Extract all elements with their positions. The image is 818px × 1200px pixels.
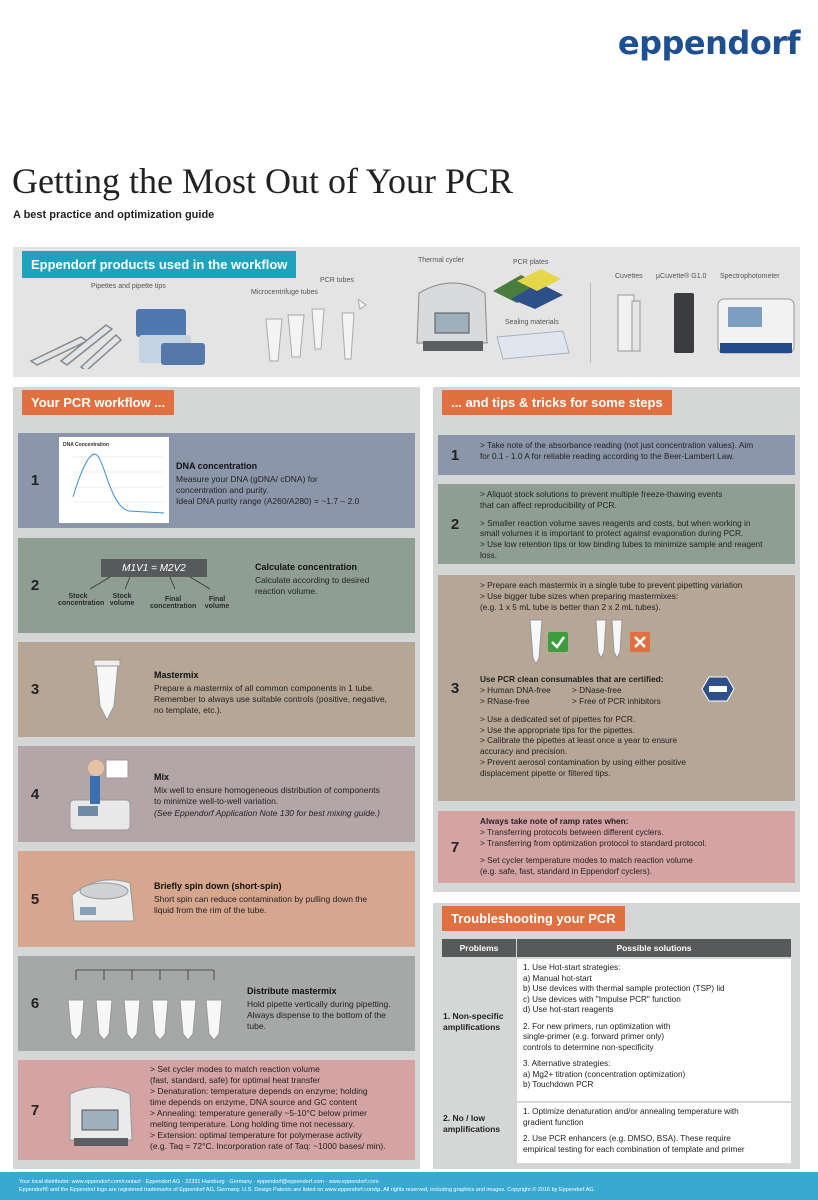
solution-item: 1. Optimize denaturation and/or annealing temperature with gradient function (523, 1107, 739, 1127)
tip-text: > Prepare each mastermix in a single tube to prevent pipetting variation > Use bigger tube sizes when preparing mastermixes: (e.g. 1 x 5 mL tube is better than 2 x 2 mL tubes). (480, 580, 743, 612)
solution-item: 2. For new primers, run optimization with single-primer (e.g. forward primer only) controls to determine non-specificity (523, 1021, 671, 1052)
step-title: Mix (154, 772, 170, 782)
thermal-cycler-step-image (66, 1080, 136, 1150)
solution-item: 1. Use Hot-start strategies: a) Manual hot-start b) Use devices with thermal sample protection (TSP) lid c) Use devices with "Impulse PCR" function d) Use hot-start reagents (523, 963, 725, 1014)
step-title: DNA concentration (176, 461, 258, 471)
pcr-plates-image (491, 267, 565, 311)
workflow-step-1 (18, 433, 415, 528)
footer (0, 1172, 818, 1200)
step-card (52, 538, 415, 633)
step-text: Measure your DNA (gDNA/ cDNA) for concentration and purity. Ideal DNA purity range (A260/A280) = ~1.7 – 2.0 (176, 474, 360, 506)
tip-text: > Smaller reaction volume saves reagents and costs, but when working in small volumes it is important to protect against evaporation during PCR. > Use low retention tips or low binding tubes to minimize sample and reagent loss. (480, 517, 763, 560)
tip-title: Always take note of ramp rates when: (480, 816, 629, 826)
cycler-line-1: > Set cycler modes to match reaction volume (fast, standard, safe) for optimal heat transfer (150, 1064, 321, 1085)
cycler-line-denaturation: > Denaturation: temperature depends on enzyme; holding time depends on enzyme, DNA source and GC content (150, 1086, 368, 1107)
solutions-no-low (517, 1103, 791, 1163)
tip-text: > Take note of the absorbance reading (not just concentration values). Aim for 0.1 - 1.0 A for reliable reading according to the Beer-Lambert Law. (480, 440, 754, 461)
formula-box: M1V1 = M2V2 (101, 559, 207, 577)
tip-card (472, 811, 795, 883)
sealing-label: Sealing materials (505, 319, 559, 326)
dna-concentration-chart (59, 437, 169, 523)
certified-badge-icon (701, 675, 735, 703)
workflow-step-3 (18, 642, 415, 737)
step-number: 3 (438, 575, 472, 801)
workflow-header: Your PCR workflow ... (22, 390, 174, 415)
clean-consumables-title: Use PCR clean consumables that are certified: (480, 674, 664, 685)
tube-comparison (480, 612, 787, 674)
problems-column-header: Problems (442, 939, 516, 957)
clean-item: > Human DNA-free (480, 685, 551, 696)
step-text: Hold pipette vertically during pipetting. Always dispense to the bottom of the tube. (247, 999, 391, 1031)
clean-item: > Free of PCR inhibitors (572, 695, 661, 706)
tip-step-3 (438, 575, 795, 801)
divider (590, 283, 591, 363)
tips-column (433, 387, 800, 892)
pipettes-image (21, 295, 211, 369)
tube-comparison-image (520, 618, 670, 668)
pcr-tubes-label: PCR tubes (320, 277, 354, 284)
step-note: (See Eppendorf Application Note 130 for best mixing guide.) (154, 808, 381, 818)
step-card (52, 1060, 415, 1160)
step-number: 2 (18, 538, 52, 633)
solution-item: 2. Use PCR enhancers (e.g. DMSO, BSA). These require empirical testing for each combination of template and primer (523, 1134, 745, 1154)
step-number: 7 (438, 811, 472, 883)
step-title: Briefly spin down (short-spin) (154, 881, 282, 891)
stock-concentration-label: Stock concentration (58, 593, 105, 607)
products-banner (13, 247, 800, 377)
workflow-step-6 (18, 956, 415, 1051)
tips-header: ... and tips & tricks for some steps (442, 390, 672, 415)
pcr-plates-label: PCR plates (513, 259, 549, 266)
clean-item: > RNase-free (480, 695, 530, 706)
step-number: 1 (18, 433, 52, 528)
step-card (52, 956, 415, 1051)
solutions-column-header: Possible solutions (517, 939, 791, 957)
stock-volume-label: Stock volume (109, 593, 135, 607)
page-title: Getting the Most Out of Your PCR (12, 161, 514, 201)
mixer-image (66, 756, 136, 836)
tubes-image (258, 299, 378, 369)
solution-item: 3. Alternative strategies: a) Mg2+ titration (concentration optimization) b) Touchdown PCR (523, 1059, 686, 1089)
cycler-line-annealing: > Annealing: temperature generally ~5-10°C below primer melting temperature. Long holding time not necessary. (150, 1108, 367, 1129)
clean-items-row (480, 696, 787, 707)
workflow-column (13, 387, 420, 1169)
problem-no-low: 2. No / low amplifications (443, 1113, 501, 1134)
step-number: 7 (18, 1060, 52, 1160)
tip-step-2 (438, 484, 795, 564)
cuvettes-image (608, 287, 798, 359)
tip-text: > Aliquot stock solutions to prevent multiple freeze-thawing events that can affect reproducibility of PCR. (480, 489, 723, 510)
micro-tubes-label: Microcentrifuge tubes (251, 289, 318, 296)
step-text: Mix well to ensure homogeneous distribution of components to minimize well-to-well variation. (154, 785, 380, 806)
step-card (52, 851, 415, 947)
troubleshooting-header: Troubleshooting your PCR (442, 906, 625, 931)
pipettes-label: Pipettes and pipette tips (91, 283, 166, 290)
formula-arrows (70, 577, 240, 591)
problem-non-specific: 1. Non-specific amplifications (443, 1011, 504, 1032)
centrifuge-image (68, 869, 138, 929)
step-number: 5 (18, 851, 52, 947)
ucuvette-label: µCuvette® G1.0 (656, 273, 707, 280)
eppendorf-logo: eppendorf (617, 24, 800, 62)
cycler-line-extension: > Extension: optimal temperature for polymerase activity (e.g. Taq = 72°C. Incorporation rate of Taq: ~1000 bases/ min). (150, 1130, 386, 1151)
tip-step-1 (438, 435, 795, 475)
workflow-step-4 (18, 746, 415, 842)
step-title: Distribute mastermix (247, 986, 337, 996)
page-subtitle: A best practice and optimization guide (13, 209, 215, 221)
step-text: Calculate according to desired reaction volume. (255, 575, 370, 596)
step-card (52, 433, 415, 528)
final-volume-label: Final volume (204, 596, 230, 610)
spectrophotometer-label: Spectrophotometer (720, 273, 780, 280)
step-text: Short spin can reduce contamination by pulling down the liquid from the rim of the tube. (154, 894, 368, 915)
step-number: 4 (18, 746, 52, 842)
chart-title: DNA Concentration (63, 442, 109, 448)
distribute-tubes-image (62, 964, 232, 1044)
thermal-cycler-label: Thermal cycler (418, 257, 464, 264)
step-number: 1 (438, 435, 472, 475)
mastermix-tube-icon (92, 658, 122, 724)
clean-items-row (480, 685, 787, 696)
workflow-step-5 (18, 851, 415, 947)
step-number: 3 (18, 642, 52, 737)
tip-card (472, 484, 795, 564)
step-number: 6 (18, 956, 52, 1051)
step-text: Prepare a mastermix of all common components in 1 tube. Remember to always use suitable controls (positive, negative, no template, etc.). (154, 683, 387, 715)
tip-card (472, 435, 795, 475)
tip-text: > Set cycler temperature modes to match reaction volume (e.g. safe, fast, standard in Eppendorf cyclers). (480, 855, 693, 877)
step-card (52, 746, 415, 842)
troubleshooting-panel (433, 903, 800, 1169)
products-header: Eppendorf products used in the workflow (22, 251, 296, 278)
footer-legal: Eppendorf® and the Eppendorf logo are registered trademarks of Eppendorf AG, Germany. U.S. Design Patents are listed on www.eppendorf.com/ip. All rights reserved, including graphics and images. Copyright © 2016 by Eppendorf AG. (19, 1187, 596, 1193)
thermal-cycler-image (413, 273, 493, 355)
sealing-image (493, 329, 573, 363)
step-number: 2 (438, 484, 472, 564)
step-card (52, 642, 415, 737)
pipette-tips-text: > Use a dedicated set of pipettes for PCR. > Use the appropriate tips for the pipettes. > Calibrate the pipettes at least once a year to ensure accuracy and precision. > Prevent aerosol contamination by using either positive displacement pipette or filtered tips. (480, 713, 686, 778)
workflow-step-2 (18, 538, 415, 633)
tip-text: > Transferring protocols between different cyclers. > Transferring from optimization protocol to standard protocol. (480, 826, 707, 848)
solutions-non-specific (517, 959, 791, 1101)
final-concentration-label: Final concentration (150, 596, 197, 610)
tip-step-7 (438, 811, 795, 883)
step-title: Calculate concentration (255, 562, 358, 572)
workflow-step-7 (18, 1060, 415, 1160)
cuvettes-label: Cuvettes (615, 273, 643, 280)
step-title: Mastermix (154, 670, 199, 680)
footer-distributor: Your local distributor: www.eppendorf.com/contact · Eppendorf AG · 22331 Hamburg · Germany · eppendorf@eppendorf.com · www.eppendorf.com (19, 1179, 379, 1185)
tip-card (472, 575, 795, 801)
clean-item: > DNase-free (572, 685, 622, 696)
